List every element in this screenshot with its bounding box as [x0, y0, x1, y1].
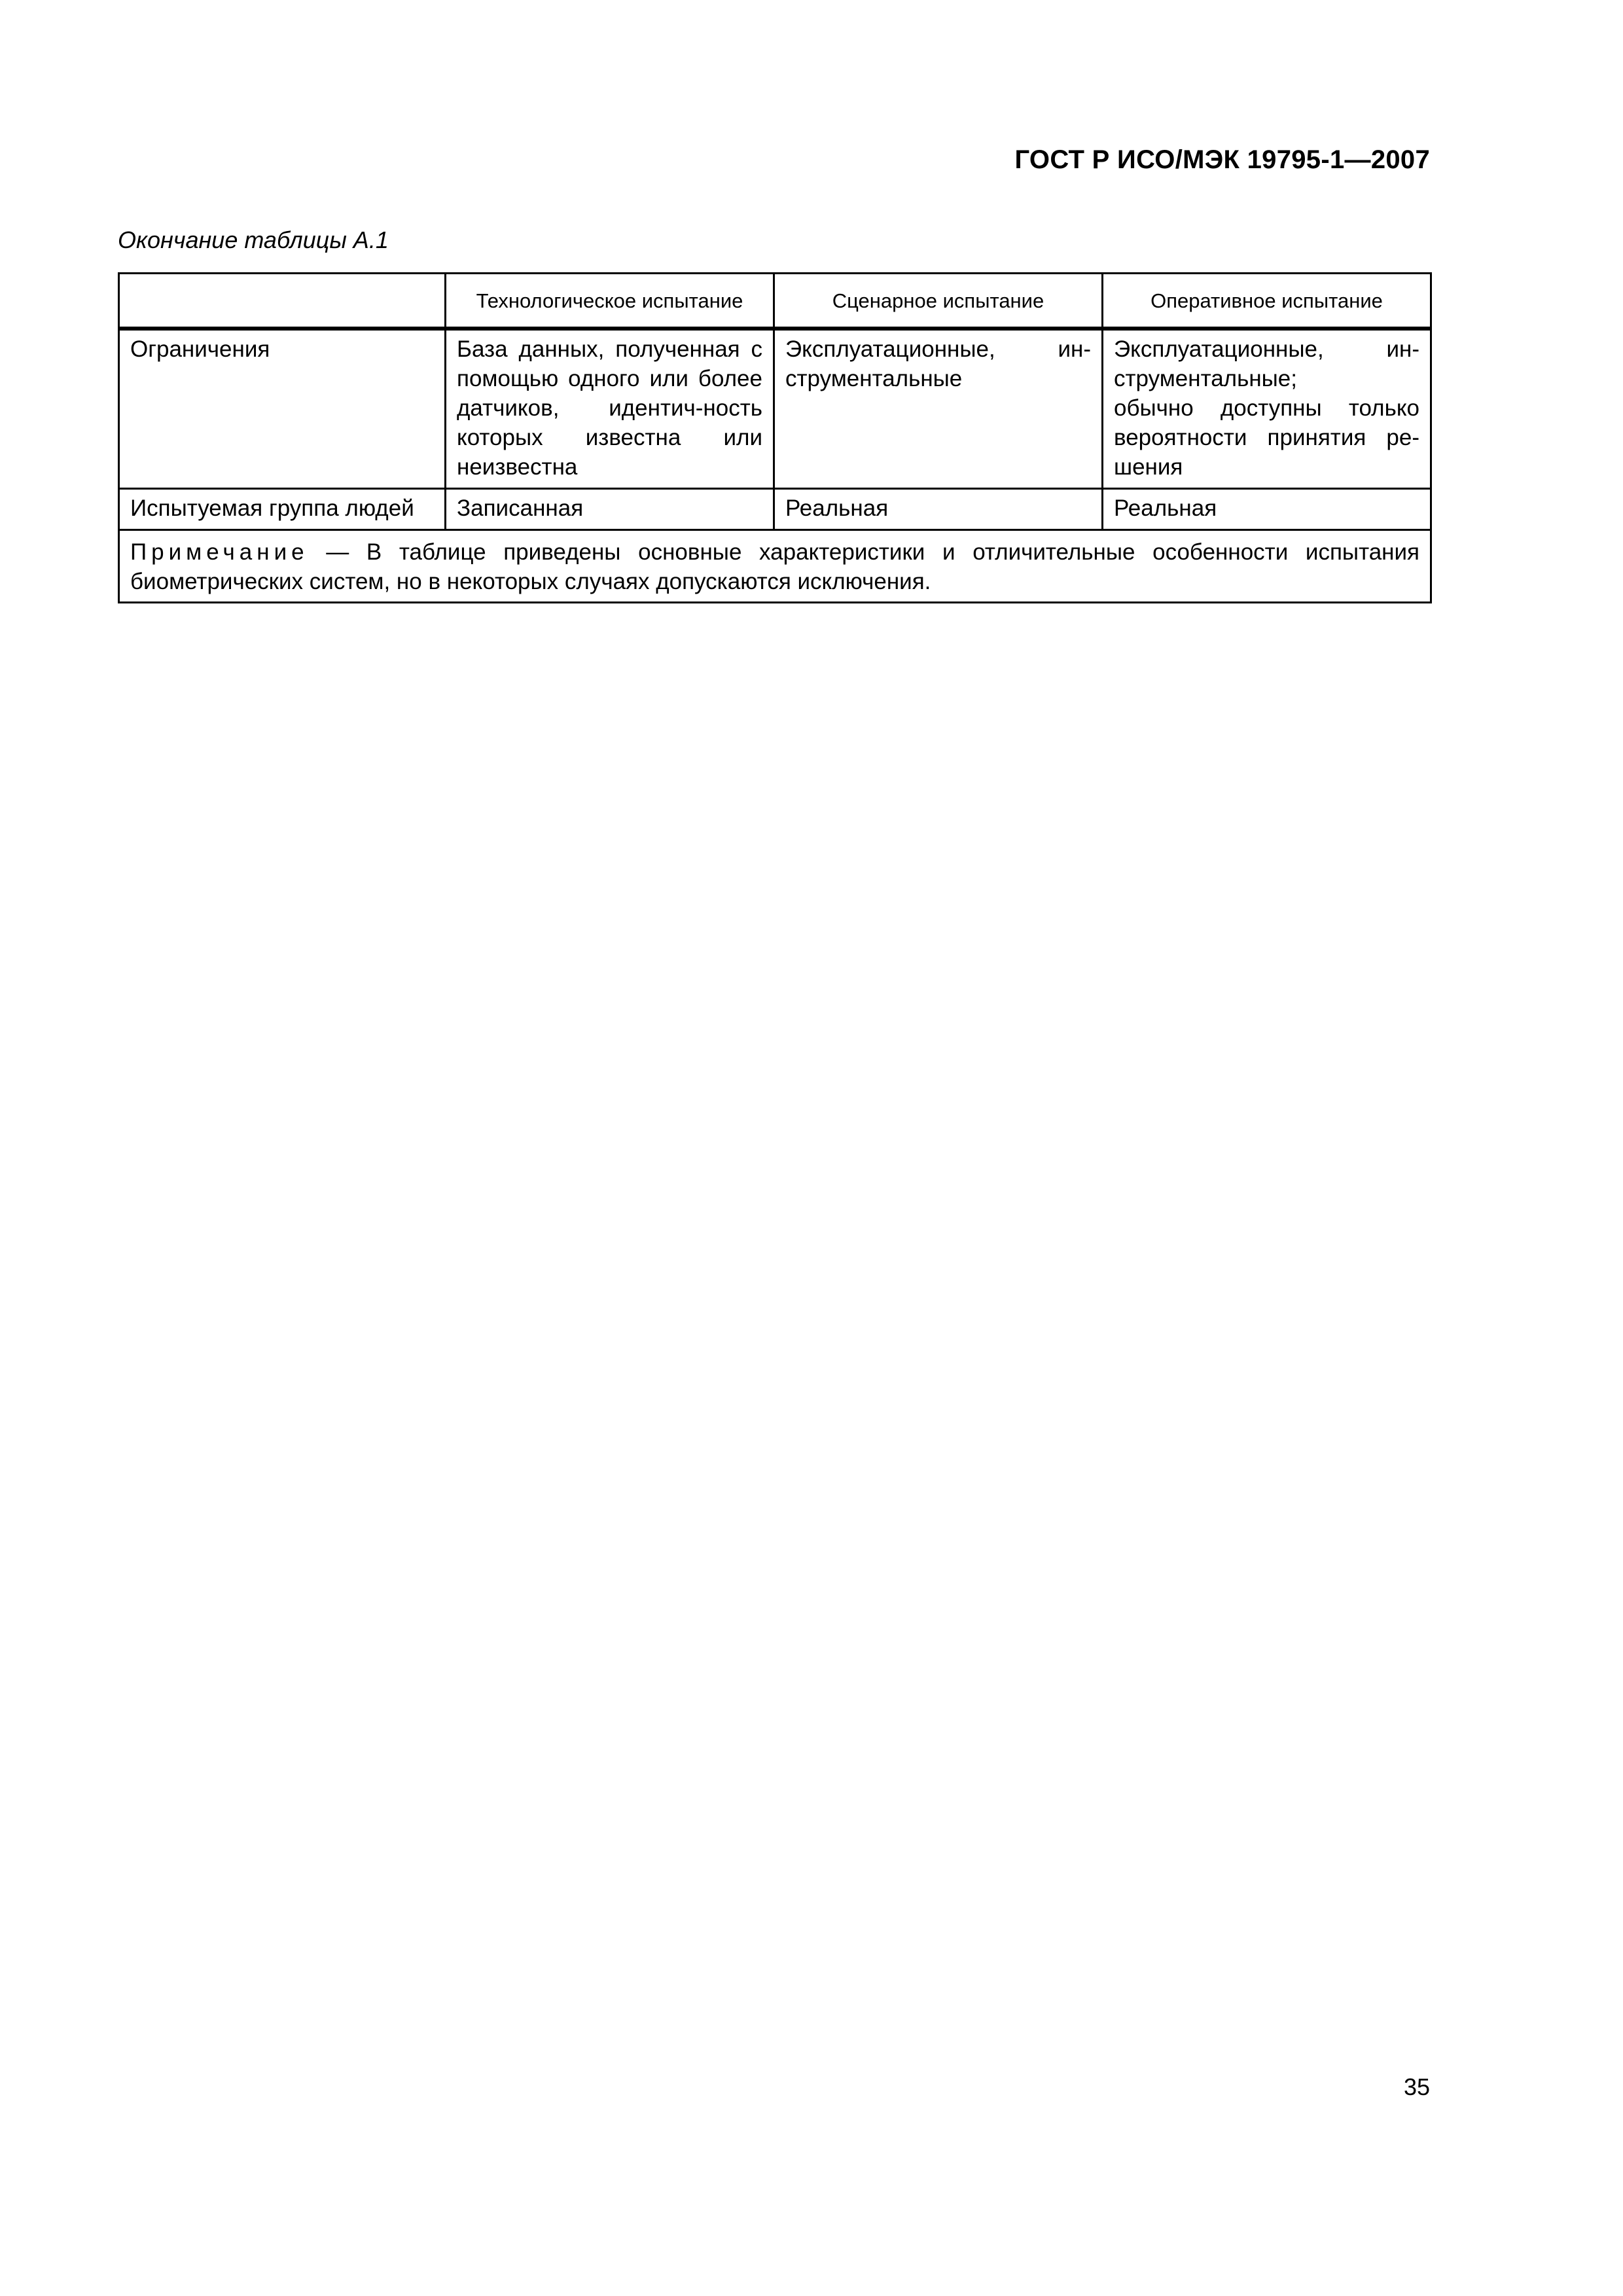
cell-limitations-scenario: Эксплуатационные, ин-струментальные — [774, 329, 1103, 489]
note-prefix: Примечание — [130, 539, 309, 565]
cell-limitations-operational-line1: Эксплуатационные, ин-струментальные; — [1114, 336, 1419, 391]
cell-group-scenario: Реальная — [774, 489, 1103, 530]
table-note — [119, 530, 1431, 603]
comparison-table — [118, 272, 1432, 603]
document-standard-id: ГОСТ Р ИСО/МЭК 19795-1—2007 — [1014, 145, 1430, 174]
cell-limitations-operational — [1103, 329, 1431, 489]
cell-group-operational: Реальная — [1103, 489, 1431, 530]
note-text: — В таблице приведены основные характеристики и отличительные особенности испытания биометрических систем, но в некоторых случаях допускаются исключения. — [130, 539, 1419, 594]
header-operational-test: Оперативное испытание — [1103, 274, 1431, 329]
table-note-row — [119, 530, 1431, 603]
cell-limitations-technology: База данных, полученная с помощью одного или более датчиков, идентич-ность которых известна или неизвестна — [446, 329, 774, 489]
header-scenario-test: Сценарное испытание — [774, 274, 1103, 329]
header-technology-test: Технологическое испытание — [446, 274, 774, 329]
cell-limitations-operational-line2: обычно доступны только вероятности принятия ре-шения — [1114, 395, 1419, 480]
table-caption: Окончание таблицы А.1 — [118, 226, 389, 253]
table-row — [119, 489, 1431, 530]
cell-group-technology: Записанная — [446, 489, 774, 530]
row-label-limitations: Ограничения — [119, 329, 446, 489]
header-empty-cell — [119, 274, 446, 329]
row-label-test-group: Испытуемая группа людей — [119, 489, 446, 530]
page-number: 35 — [1403, 2073, 1430, 2100]
table-header-row — [119, 274, 1431, 329]
table-row — [119, 329, 1431, 489]
